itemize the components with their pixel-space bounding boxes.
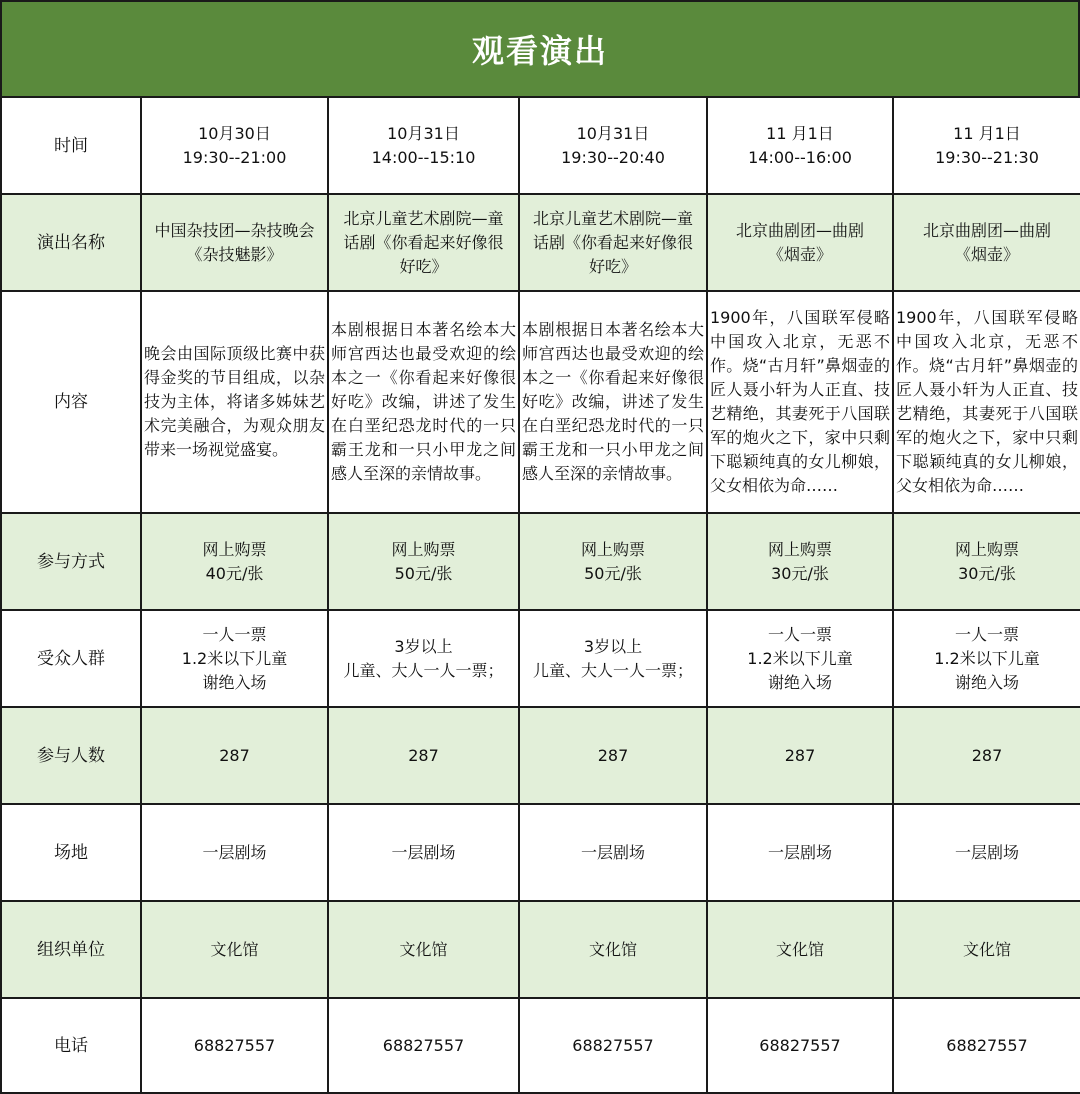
time-cell: 10月31日 19:30--20:40 (519, 97, 707, 194)
show-name-cell: 中国杂技团—杂技晚会 《杂技魅影》 (141, 194, 328, 291)
time-cell: 11 月1日 19:30--21:30 (893, 97, 1080, 194)
row-count (1, 707, 1080, 804)
venue-cell: 一层剧场 (707, 804, 893, 901)
time-cell: 10月30日 19:30--21:00 (141, 97, 328, 194)
content-cell: 本剧根据日本著名绘本大师宫西达也最受欢迎的绘本之一《你看起来好像很好吃》改编，讲述了发生在白垩纪恐龙时代的一只霸王龙和一只小甲龙之间感人至深的亲情故事。 (328, 291, 519, 513)
audience-cell: 3岁以上 儿童、大人一人一票； (328, 610, 519, 707)
organizer-cell: 文化馆 (707, 901, 893, 998)
row-label-content: 内容 (1, 291, 141, 513)
row-audience (1, 610, 1080, 707)
row-method (1, 513, 1080, 610)
row-label-name: 演出名称 (1, 194, 141, 291)
show-name-cell: 北京儿童艺术剧院—童 话剧《你看起来好像很 好吃》 (328, 194, 519, 291)
phone-cell: 68827557 (328, 998, 519, 1093)
phone-cell: 68827557 (519, 998, 707, 1093)
row-name (1, 194, 1080, 291)
row-label-method: 参与方式 (1, 513, 141, 610)
show-name-cell: 北京曲剧团—曲剧 《烟壶》 (707, 194, 893, 291)
audience-cell: 一人一票 1.2米以下儿童 谢绝入场 (707, 610, 893, 707)
organizer-cell: 文化馆 (328, 901, 519, 998)
time-cell: 11 月1日 14:00--16:00 (707, 97, 893, 194)
time-cell: 10月31日 14:00--15:10 (328, 97, 519, 194)
content-cell: 本剧根据日本著名绘本大师宫西达也最受欢迎的绘本之一《你看起来好像很好吃》改编，讲述了发生在白垩纪恐龙时代的一只霸王龙和一只小甲龙之间感人至深的亲情故事。 (519, 291, 707, 513)
page-title: 观看演出 (471, 32, 608, 70)
count-cell: 287 (519, 707, 707, 804)
row-label-phone: 电话 (1, 998, 141, 1093)
row-label-venue: 场地 (1, 804, 141, 901)
row-label-audience: 受众人群 (1, 610, 141, 707)
content-cell: 1900年，八国联军侵略中国攻入北京，无恶不作。烧“古月轩”鼻烟壶的匠人聂小轩为人正直、技艺精绝，其妻死于八国联军的炮火之下，家中只剩下聪颖纯真的女儿柳娘，父女相依为命…… (707, 291, 893, 513)
method-cell: 网上购票 50元/张 (328, 513, 519, 610)
row-label-organizer: 组织单位 (1, 901, 141, 998)
method-cell: 网上购票 30元/张 (893, 513, 1080, 610)
show-name-cell: 北京儿童艺术剧院—童 话剧《你看起来好像很 好吃》 (519, 194, 707, 291)
venue-cell: 一层剧场 (328, 804, 519, 901)
schedule-table (0, 96, 1080, 1094)
method-cell: 网上购票 50元/张 (519, 513, 707, 610)
count-cell: 287 (141, 707, 328, 804)
organizer-cell: 文化馆 (893, 901, 1080, 998)
audience-cell: 一人一票 1.2米以下儿童 谢绝入场 (893, 610, 1080, 707)
count-cell: 287 (707, 707, 893, 804)
row-time (1, 97, 1080, 194)
audience-cell: 一人一票 1.2米以下儿童 谢绝入场 (141, 610, 328, 707)
organizer-cell: 文化馆 (141, 901, 328, 998)
title-bar (0, 0, 1080, 98)
method-cell: 网上购票 40元/张 (141, 513, 328, 610)
row-venue (1, 804, 1080, 901)
content-cell: 晚会由国际顶级比赛中获得金奖的节目组成，以杂技为主体，将诸多姊妹艺术完美融合，为观众朋友带来一场视觉盛宴。 (141, 291, 328, 513)
row-label-count: 参与人数 (1, 707, 141, 804)
row-phone (1, 998, 1080, 1093)
phone-cell: 68827557 (707, 998, 893, 1093)
count-cell: 287 (893, 707, 1080, 804)
content-cell: 1900年，八国联军侵略中国攻入北京，无恶不作。烧“古月轩”鼻烟壶的匠人聂小轩为人正直、技艺精绝，其妻死于八国联军的炮火之下，家中只剩下聪颖纯真的女儿柳娘，父女相依为命…… (893, 291, 1080, 513)
row-organizer (1, 901, 1080, 998)
venue-cell: 一层剧场 (141, 804, 328, 901)
venue-cell: 一层剧场 (893, 804, 1080, 901)
row-label-time: 时间 (1, 97, 141, 194)
organizer-cell: 文化馆 (519, 901, 707, 998)
count-cell: 287 (328, 707, 519, 804)
row-content (1, 291, 1080, 513)
method-cell: 网上购票 30元/张 (707, 513, 893, 610)
show-name-cell: 北京曲剧团—曲剧 《烟壶》 (893, 194, 1080, 291)
venue-cell: 一层剧场 (519, 804, 707, 901)
phone-cell: 68827557 (141, 998, 328, 1093)
phone-cell: 68827557 (893, 998, 1080, 1093)
audience-cell: 3岁以上 儿童、大人一人一票； (519, 610, 707, 707)
